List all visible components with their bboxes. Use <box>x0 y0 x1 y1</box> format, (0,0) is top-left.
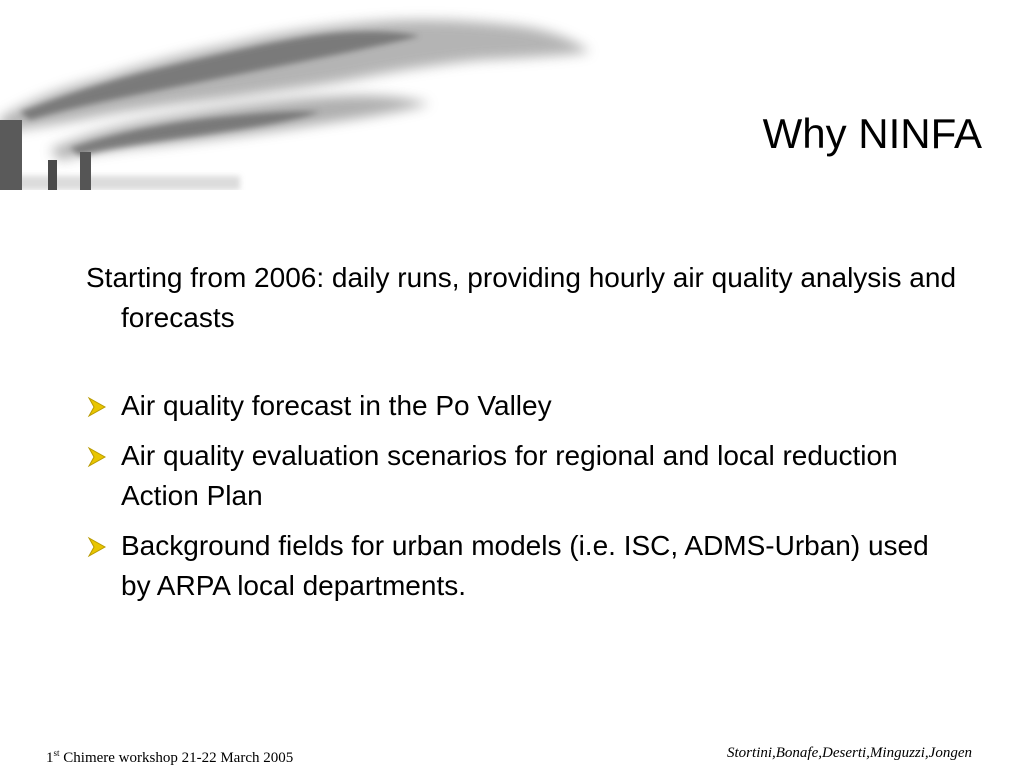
footer-workshop-text: Chimere workshop 21-22 March 2005 <box>59 750 294 766</box>
footer-number: 1 <box>46 750 54 766</box>
bullet-item <box>86 386 966 426</box>
bullet-text: Background fields for urban models (i.e. ISC, ADMS-Urban) used by ARPA local departments. <box>121 530 929 601</box>
arrowhead-bullet-icon <box>86 446 108 468</box>
bullet-list <box>86 386 966 606</box>
slide-title: Why NINFA <box>762 110 982 157</box>
arrowhead-bullet-icon <box>86 396 108 418</box>
arrowhead-bullet-icon <box>86 536 108 558</box>
footer-authors: Stortini,Bonafe,Deserti,Minguzzi,Jongen <box>727 745 972 761</box>
footer-ordinal: st <box>53 748 60 758</box>
bullet-text: Air quality evaluation scenarios for regional and local reduction Action Plan <box>121 440 898 511</box>
bullet-item <box>86 436 966 516</box>
intro-paragraph: Starting from 2006: daily runs, providing hourly air quality analysis and forecasts <box>86 262 957 333</box>
bullet-item <box>86 526 966 606</box>
footer-workshop <box>46 744 293 767</box>
slide-body <box>86 258 966 616</box>
smokestacks-smoke-illustration <box>0 0 620 190</box>
bullet-text: Air quality forecast in the Po Valley <box>121 390 552 421</box>
